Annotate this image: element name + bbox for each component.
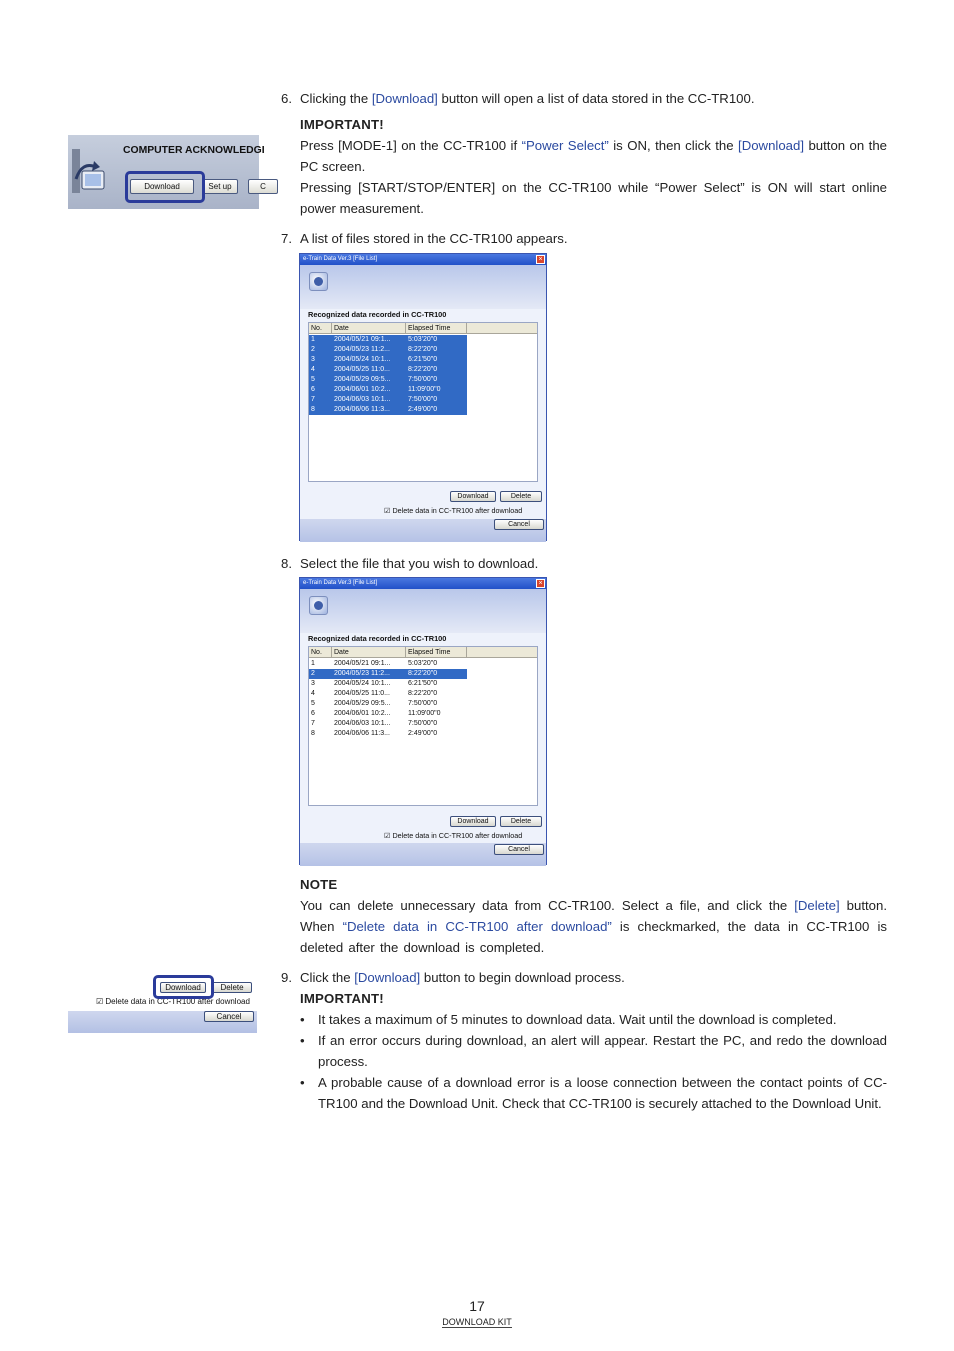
group-label: Recognized data recorded in CC-TR100 [308, 310, 447, 319]
footer-section [0, 1317, 954, 1327]
step-number: 9. [281, 970, 292, 985]
download-button[interactable]: Download [160, 982, 206, 993]
cell-elapsed: 8:22'20"0 [408, 670, 438, 677]
step-9 [281, 967, 887, 1114]
delete-after-download-checkbox[interactable]: ☑ Delete data in CC-TR100 after download [96, 997, 250, 1006]
cell-elapsed: 8:22'20"0 [408, 690, 438, 697]
column-no[interactable]: No. [309, 647, 332, 658]
cell-date: 2004/06/03 10:1... [334, 396, 391, 403]
download-highlight [125, 171, 205, 203]
table-row[interactable] [309, 709, 467, 719]
step-7-text: A list of files stored in the CC-TR100 appears. [300, 231, 568, 246]
delete-after-download-checkbox[interactable]: ☑ Delete data in CC-TR100 after download [384, 506, 523, 515]
cell-date: 2004/05/25 11:0... [334, 690, 390, 697]
table-row[interactable] [309, 689, 467, 699]
step-6-text: Clicking the [Download] button will open a list of data stored in the CC-TR100. [300, 91, 755, 106]
column-no[interactable]: No. [309, 323, 332, 334]
cell-elapsed: 11:09'00"0 [408, 710, 441, 717]
cell-elapsed: 7:50'00"0 [408, 376, 438, 383]
step-number: 7. [281, 231, 292, 246]
cell-date: 2004/06/06 11:3... [334, 730, 390, 737]
table-row[interactable] [309, 335, 467, 345]
table-row[interactable] [309, 345, 467, 355]
download-unit-icon[interactable] [309, 272, 328, 291]
list-item: • It takes a maximum of 5 minutes to download data. Wait until the download is completed. [300, 1012, 837, 1027]
window-title: e-Train Data Ver.3 [File List] [300, 578, 546, 589]
step-9-text: Click the [Download] button to begin download process. [300, 970, 625, 985]
delete-button[interactable]: Delete [500, 816, 542, 827]
download-button[interactable]: Download [450, 491, 496, 502]
table-row[interactable] [309, 365, 467, 375]
column-date[interactable]: Date [332, 647, 406, 658]
column-date[interactable]: Date [332, 323, 406, 334]
cell-elapsed: 6:21'50"0 [408, 680, 438, 687]
delete-button[interactable]: Delete [212, 982, 252, 993]
computer-icon [70, 149, 110, 197]
cell-elapsed: 2:49'00"0 [408, 730, 438, 737]
step-number: 8. [281, 556, 292, 571]
cell-no: 8 [311, 730, 315, 737]
panel-title: COMPUTER ACKNOWLEDGI [123, 145, 265, 156]
table-row[interactable] [309, 719, 467, 729]
cell-date: 2004/05/29 09:5... [334, 376, 391, 383]
step-number: 6. [281, 91, 292, 106]
download-highlight [153, 975, 214, 999]
cell-date: 2004/05/24 10:1... [334, 680, 391, 687]
cell-no: 7 [311, 396, 315, 403]
cell-elapsed: 2:49'00"0 [408, 406, 438, 413]
step-8 [281, 553, 887, 574]
table-row[interactable] [309, 355, 467, 365]
cell-date: 2004/05/25 11:0... [334, 366, 390, 373]
step-7 [281, 228, 887, 249]
column-elapsed[interactable]: Elapsed Time [406, 647, 467, 658]
important-heading: IMPORTANT! [300, 117, 384, 132]
cell-elapsed: 7:50'00"0 [408, 720, 438, 727]
file-list[interactable] [308, 322, 538, 482]
close-icon[interactable]: × [536, 255, 545, 264]
cell-date: 2004/05/24 10:1... [334, 356, 391, 363]
cell-no: 6 [311, 386, 315, 393]
cell-no: 5 [311, 376, 315, 383]
delete-after-download-checkbox[interactable]: ☑ Delete data in CC-TR100 after download [384, 831, 523, 840]
page-number: 17 [469, 1298, 485, 1314]
cell-elapsed: 8:22'20"0 [408, 346, 438, 353]
setup-button[interactable]: Set up [202, 179, 238, 194]
cancel-button[interactable]: Cancel [204, 1011, 254, 1022]
cancel-button[interactable]: Cancel [494, 519, 544, 530]
note-block [300, 874, 887, 958]
table-row[interactable] [309, 385, 467, 395]
important-para-2: Pressing [START/STOP/ENTER] on the CC-TR100 while “Power Select” is ON will start online power measurement. [300, 180, 887, 216]
table-row[interactable] [309, 669, 467, 679]
list-item: • If an error occurs during download, an alert will appear. Restart the PC, and redo the download process. [300, 1033, 887, 1069]
cell-no: 7 [311, 720, 315, 727]
cell-no: 3 [311, 356, 315, 363]
cell-elapsed: 6:21'50"0 [408, 356, 438, 363]
cell-no: 5 [311, 700, 315, 707]
file-list-window-one-selected [299, 577, 547, 865]
download-ref: [Download] [371, 91, 438, 106]
cell-no: 2 [311, 346, 315, 353]
step-6 [281, 88, 887, 219]
list-header [309, 323, 537, 334]
cell-elapsed: 7:50'00"0 [408, 396, 438, 403]
cell-no: 3 [311, 680, 315, 687]
note-heading: NOTE [300, 877, 338, 892]
cell-date: 2004/05/29 09:5... [334, 700, 391, 707]
close-icon[interactable]: × [536, 579, 545, 588]
cell-no: 1 [311, 336, 315, 343]
table-row[interactable] [309, 395, 467, 405]
window-title: e-Train Data Ver.3 [File List] [300, 254, 546, 265]
column-elapsed[interactable]: Elapsed Time [406, 323, 467, 334]
note-text: You can delete unnecessary data from CC-TR100. Select a file, and click the [Delete] button. When “Delete data in CC-TR100 after download” is checkmarked, the data in CC-TR100 is deleted after the download is completed. [300, 898, 888, 955]
important-heading: IMPORTANT! [300, 991, 384, 1006]
cell-elapsed: 11:09'00"0 [408, 386, 441, 393]
table-row[interactable] [309, 699, 467, 709]
download-unit-icon[interactable] [309, 596, 328, 615]
footer-label: DOWNLOAD KIT [442, 1317, 512, 1327]
list-item: • A probable cause of a download error is a loose connection between the contact points of CC-TR100 and the Download Unit. Check that CC-TR100 is securely attached to the Download Unit. [300, 1075, 887, 1111]
table-row[interactable] [309, 729, 467, 739]
cancel-button[interactable]: Cancel [494, 844, 544, 855]
cell-no: 6 [311, 710, 315, 717]
cell-date: 2004/06/01 10:2... [334, 710, 391, 717]
cell-elapsed: 7:50'00"0 [408, 700, 438, 707]
table-row[interactable] [309, 375, 467, 385]
window-toolbar [300, 589, 546, 633]
cell-no: 8 [311, 406, 315, 413]
group-label: Recognized data recorded in CC-TR100 [308, 634, 447, 643]
partial-button[interactable]: C [248, 179, 278, 194]
cell-date: 2004/06/01 10:2... [334, 386, 391, 393]
file-list-window-all-selected [299, 253, 547, 541]
table-row[interactable] [309, 405, 467, 415]
download-button[interactable]: Download [130, 179, 194, 194]
cell-date: 2004/06/06 11:3... [334, 406, 390, 413]
cell-date: 2004/06/03 10:1... [334, 720, 391, 727]
cell-no: 2 [311, 670, 315, 677]
cell-date: 2004/05/21 09:1... [334, 336, 391, 343]
step-8-text: Select the file that you wish to download. [300, 556, 539, 571]
cell-elapsed: 8:22'20"0 [408, 366, 438, 373]
table-row[interactable] [309, 659, 467, 669]
cell-elapsed: 5:03'20"0 [408, 336, 438, 343]
important-list [300, 1009, 887, 1114]
cell-no: 1 [311, 660, 315, 667]
cell-date: 2004/05/21 09:1... [334, 660, 391, 667]
window-toolbar [300, 265, 546, 309]
cell-date: 2004/05/23 11:2... [334, 670, 390, 677]
download-button[interactable]: Download [450, 816, 496, 827]
delete-button[interactable]: Delete [500, 491, 542, 502]
cell-no: 4 [311, 690, 315, 697]
important-para-1: Press [MODE-1] on the CC-TR100 if “Power Select” is ON, then click the [Download] button on the PC screen. [300, 138, 887, 174]
cell-date: 2004/05/23 11:2... [334, 346, 390, 353]
cell-elapsed: 5:03'20"0 [408, 660, 438, 667]
table-row[interactable] [309, 679, 467, 689]
list-header [309, 647, 537, 658]
file-list[interactable] [308, 646, 538, 806]
cell-no: 4 [311, 366, 315, 373]
